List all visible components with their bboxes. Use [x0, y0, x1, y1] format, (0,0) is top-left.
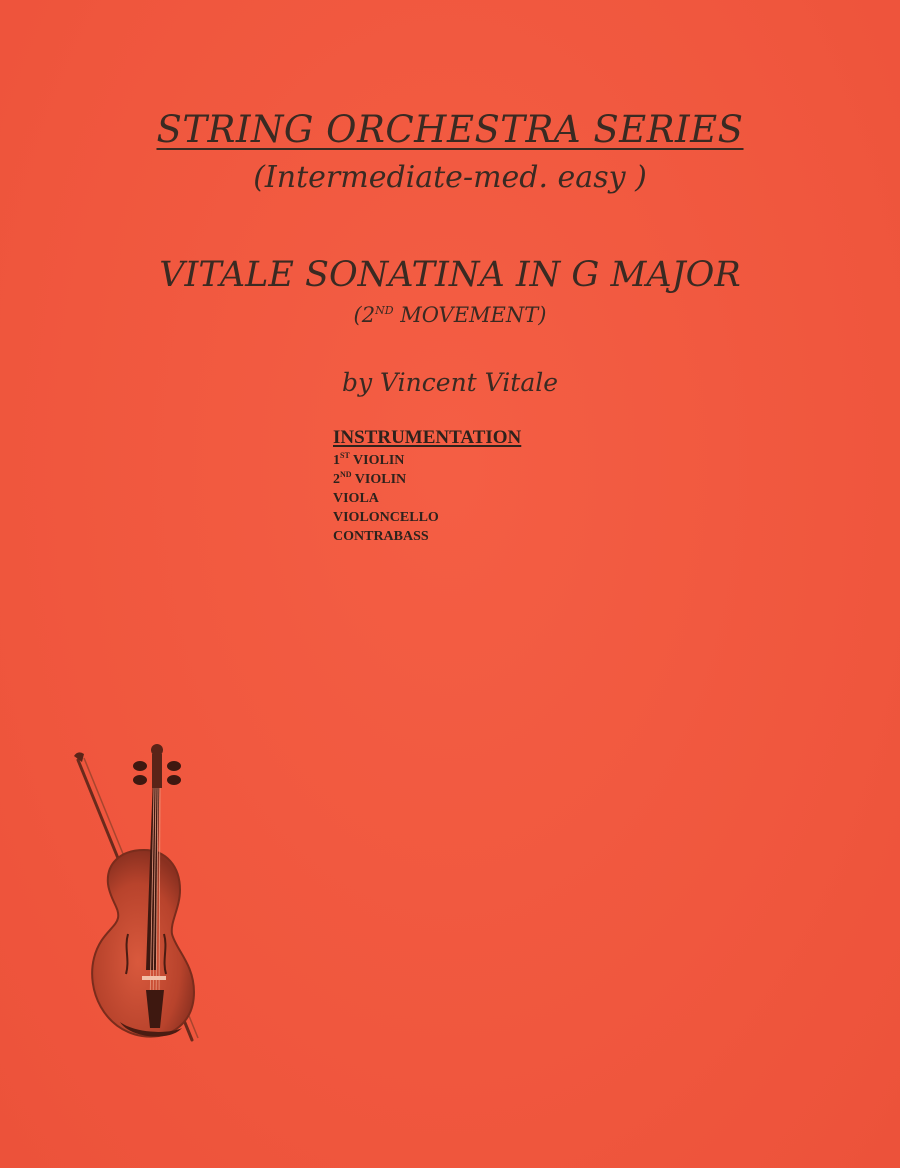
instrumentation-list [333, 427, 521, 546]
instrument-item [333, 508, 521, 527]
instrument-label: VIOLIN [351, 472, 407, 487]
instrument-number: 1 [333, 453, 340, 468]
work-movement [0, 303, 900, 327]
instrument-number: 2 [333, 472, 340, 487]
series-title: STRING ORCHESTRA SERIES [156, 108, 744, 151]
instrument-label: CONTRABASS [333, 529, 429, 544]
instrument-ordinal: ST [340, 451, 350, 460]
instrument-item [333, 470, 521, 489]
composer-credit: by Vincent Vitale [341, 368, 559, 397]
instrument-label: VIOLONCELLO [333, 510, 439, 525]
instrument-item [333, 489, 521, 508]
instrument-ordinal: ND [340, 470, 352, 479]
movement-label: MOVEMENT) [393, 303, 547, 327]
violin-with-bow-icon [60, 738, 210, 1050]
series-level: (Intermediate-med. easy ) [253, 160, 647, 195]
instrument-item [333, 527, 521, 546]
movement-number: (2 [353, 303, 376, 327]
instrumentation-heading: INSTRUMENTATION [333, 427, 522, 448]
movement-ordinal: ND [375, 304, 394, 317]
instrument-label: VIOLA [333, 491, 379, 506]
instrument-item [333, 451, 521, 470]
work-title: VITALE SONATINA IN G MAJOR [159, 255, 741, 295]
instrument-label: VIOLIN [349, 453, 405, 468]
